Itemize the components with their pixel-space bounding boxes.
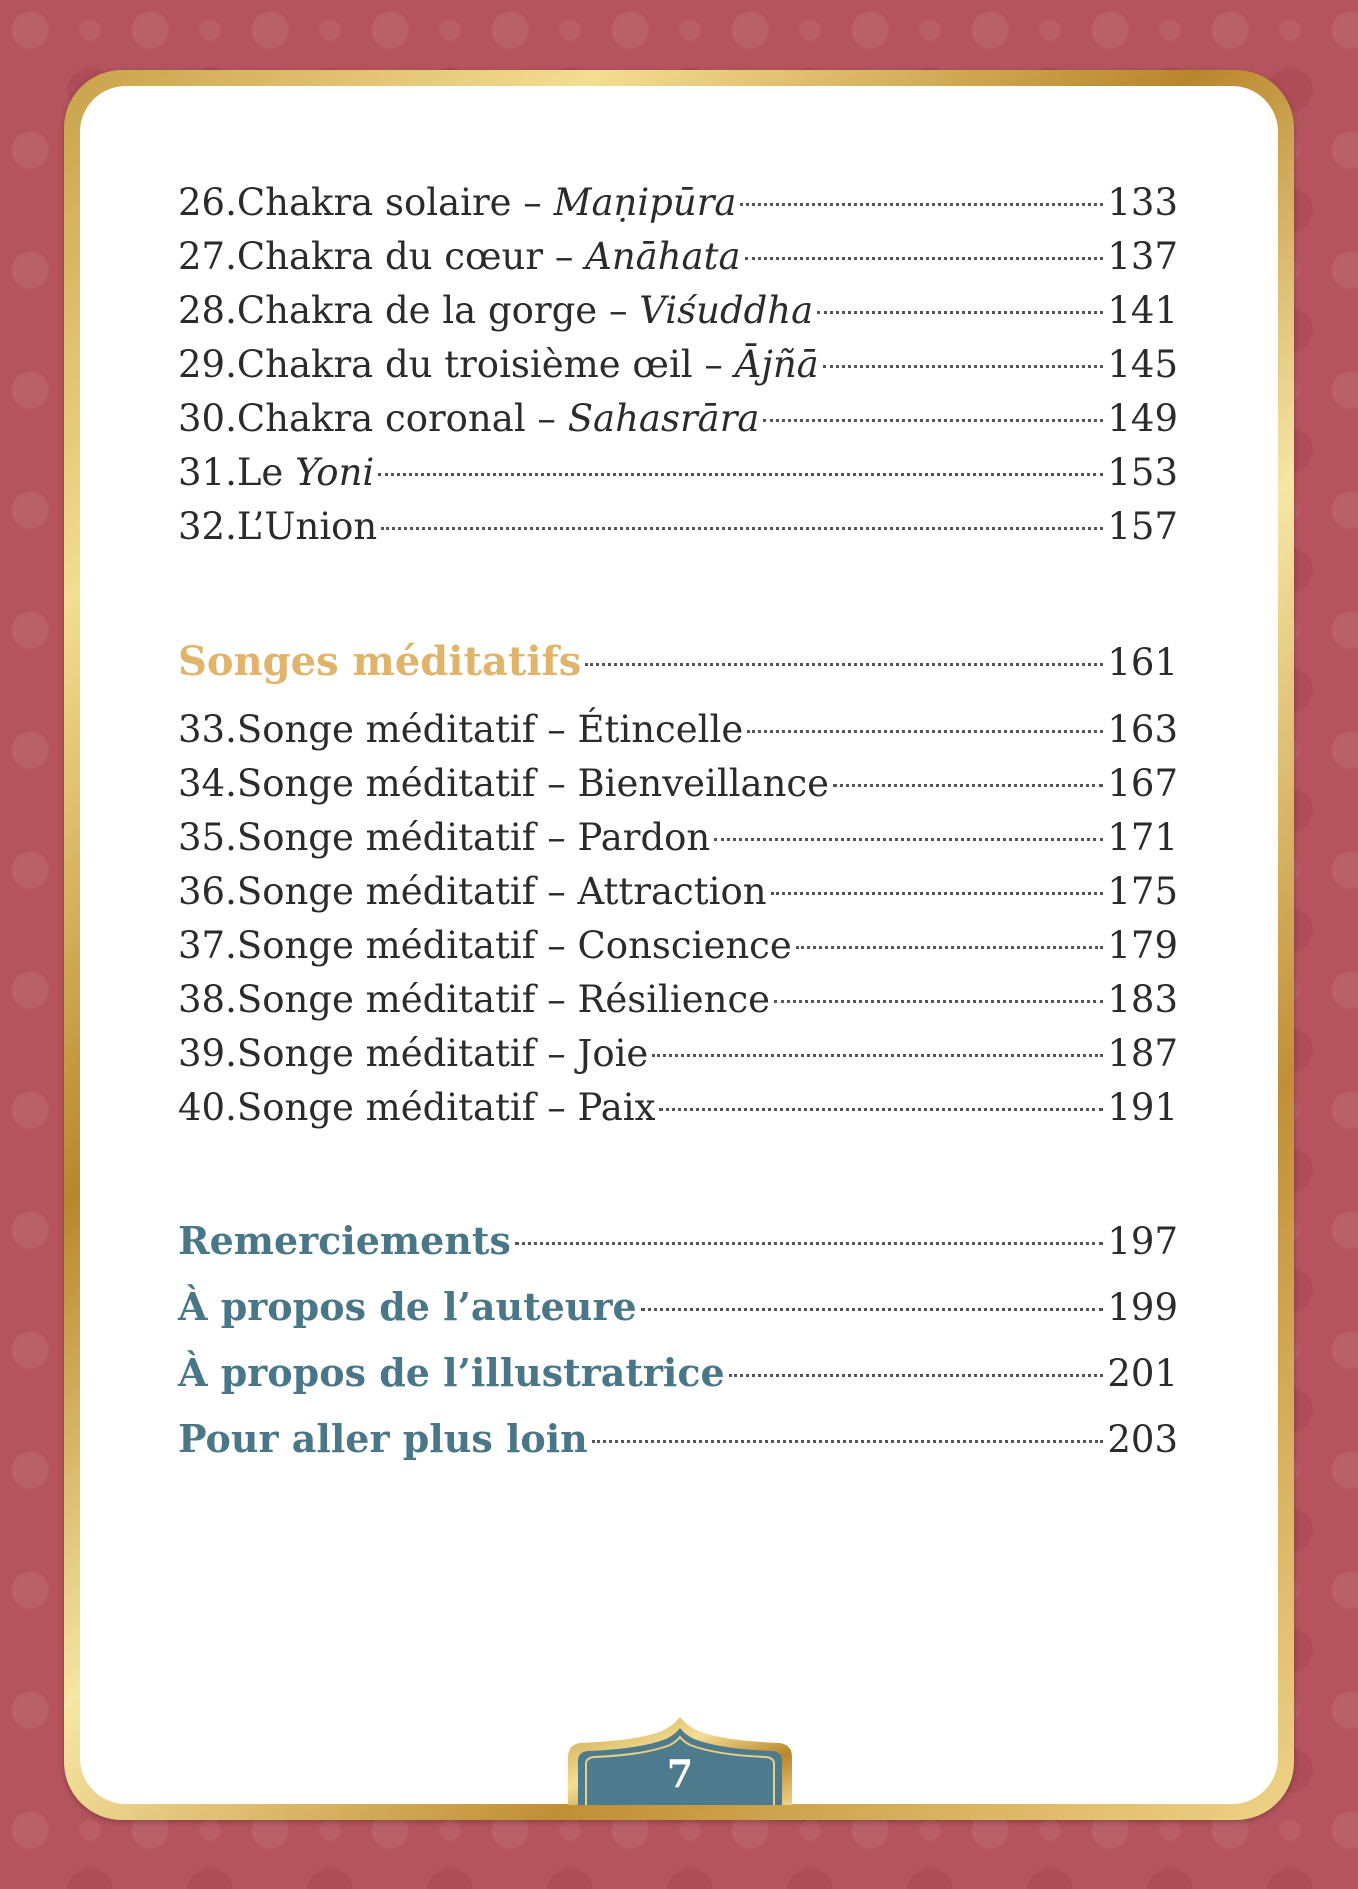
entry-number: 39. [178, 1032, 237, 1075]
toc-entry[interactable] [178, 1274, 1178, 1340]
toc-entry[interactable] [178, 919, 1178, 973]
toc-entry[interactable] [178, 1340, 1178, 1406]
entry-page: 201 [1107, 1352, 1178, 1395]
entry-title: Songe méditatif – Joie [236, 1032, 649, 1075]
entry-number: 32. [178, 505, 237, 548]
dot-leader [592, 1440, 1104, 1443]
entry-title: Songe méditatif – Paix [236, 1086, 656, 1129]
dot-leader [833, 784, 1103, 787]
entry-title: Songe méditatif – Attraction [236, 870, 767, 913]
toc-entry[interactable] [178, 1406, 1178, 1472]
entry-title: À propos de l’auteure [178, 1284, 637, 1329]
entry-number: 33. [178, 708, 237, 751]
dot-leader [740, 203, 1103, 206]
dot-leader [771, 892, 1104, 895]
toc-entry[interactable] [178, 500, 1178, 554]
entry-page: 163 [1107, 708, 1178, 751]
toc-entry[interactable] [178, 1027, 1178, 1081]
entry-title: Songe méditatif – Bienveillance [236, 762, 830, 805]
entry-page: 137 [1107, 235, 1178, 278]
entry-title: Chakra coronal – [236, 397, 568, 440]
entry-page: 133 [1107, 181, 1178, 224]
toc-entry[interactable] [178, 284, 1178, 338]
entry-number: 40. [178, 1086, 237, 1129]
entry-title: Le [236, 451, 296, 494]
entry-page: 183 [1107, 978, 1178, 1021]
toc-entry[interactable] [178, 392, 1178, 446]
toc-entry[interactable] [178, 446, 1178, 500]
entry-title-italic: Sahasrāra [567, 397, 760, 440]
entry-title: Songe méditatif – Étincelle [236, 708, 744, 751]
toc-section [178, 630, 1178, 694]
dot-leader [745, 257, 1104, 260]
entry-title-italic: Yoni [295, 451, 375, 494]
entry-number: 27. [178, 235, 237, 278]
dot-leader [823, 365, 1104, 368]
dot-leader [817, 311, 1103, 314]
dot-leader [378, 473, 1103, 476]
entry-title-italic: Ājñā [734, 343, 819, 386]
entry-title: À propos de l’illustratrice [178, 1350, 725, 1395]
entry-page: 187 [1107, 1032, 1178, 1075]
dot-leader [729, 1374, 1104, 1377]
dot-leader [585, 663, 1103, 666]
toc-songes [178, 703, 1178, 1135]
entry-page: 167 [1107, 762, 1178, 805]
entry-title: Remerciements [178, 1218, 511, 1263]
entry-title: L’Union [236, 505, 378, 548]
entry-page: 197 [1107, 1220, 1178, 1263]
entry-page: 175 [1107, 870, 1178, 913]
dot-leader [641, 1308, 1104, 1311]
entry-page: 153 [1107, 451, 1178, 494]
dot-leader [763, 419, 1103, 422]
toc-chakras [178, 176, 1178, 554]
entry-number: 28. [178, 289, 237, 332]
entry-page: 141 [1107, 289, 1178, 332]
entry-number: 31. [178, 451, 237, 494]
entry-title: Songe méditatif – Pardon [236, 816, 711, 859]
dot-leader [747, 730, 1103, 733]
entry-number: 37. [178, 924, 237, 967]
toc-entry[interactable] [178, 176, 1178, 230]
entry-page: 171 [1107, 816, 1178, 859]
entry-number: 26. [178, 181, 237, 224]
page-number: 7 [666, 1751, 694, 1796]
entry-page: 191 [1107, 1086, 1178, 1129]
entry-title: Pour aller plus loin [178, 1416, 588, 1461]
toc-entry[interactable] [178, 811, 1178, 865]
entry-page: 179 [1107, 924, 1178, 967]
dot-leader [774, 1000, 1103, 1003]
dot-leader [515, 1242, 1104, 1245]
entry-title: Chakra de la gorge – [236, 289, 640, 332]
entry-number: 29. [178, 343, 237, 386]
entry-number: 38. [178, 978, 237, 1021]
toc-entry[interactable] [178, 865, 1178, 919]
toc-entry[interactable] [178, 973, 1178, 1027]
entry-title: Chakra du cœur – [236, 235, 586, 278]
toc-entry[interactable] [178, 1208, 1178, 1274]
entry-title: Songe méditatif – Conscience [236, 924, 792, 967]
entry-number: 35. [178, 816, 237, 859]
toc-entry[interactable] [178, 338, 1178, 392]
entry-title: Songe méditatif – Résilience [236, 978, 771, 1021]
dot-leader [659, 1108, 1103, 1111]
entry-number: 36. [178, 870, 237, 913]
entry-number: 34. [178, 762, 237, 805]
toc-back-matter [178, 1208, 1178, 1472]
section-heading[interactable] [178, 630, 1178, 694]
entry-title-italic: Maṇipūra [553, 181, 737, 224]
section-title: Songes méditatifs [178, 638, 582, 685]
entry-number: 30. [178, 397, 237, 440]
section-page: 161 [1107, 641, 1178, 684]
dot-leader [381, 527, 1103, 530]
toc-entry[interactable] [178, 1081, 1178, 1135]
toc-entry[interactable] [178, 703, 1178, 757]
entry-page: 157 [1107, 505, 1178, 548]
entry-title-italic: Anāhata [585, 235, 741, 278]
dot-leader [714, 838, 1103, 841]
entry-page: 199 [1107, 1286, 1178, 1329]
entry-page: 149 [1107, 397, 1178, 440]
entry-page: 203 [1107, 1418, 1178, 1461]
dot-leader [796, 946, 1104, 949]
entry-title: Chakra du troisième œil – [236, 343, 735, 386]
entry-title: Chakra solaire – [236, 181, 554, 224]
entry-title-italic: Viśuddha [639, 289, 814, 332]
toc-entry[interactable] [178, 230, 1178, 284]
dot-leader [652, 1054, 1103, 1057]
toc-entry[interactable] [178, 757, 1178, 811]
entry-page: 145 [1107, 343, 1178, 386]
